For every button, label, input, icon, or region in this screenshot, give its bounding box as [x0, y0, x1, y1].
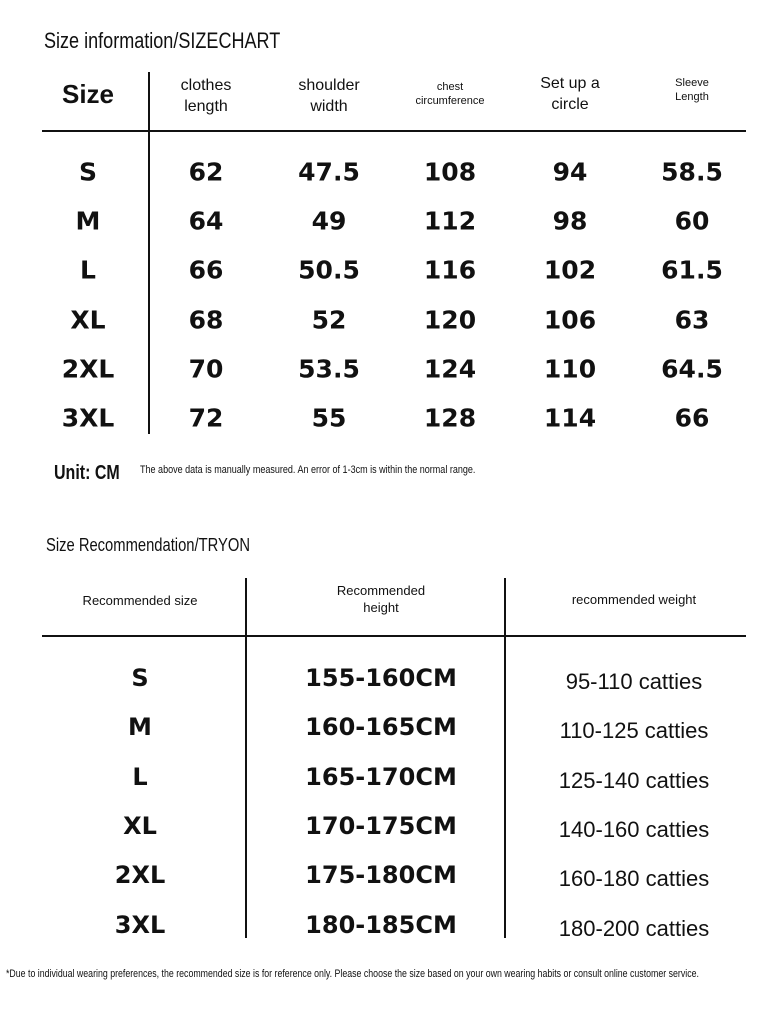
footnote: *Due to individual wearing preferences, the recommended size is for reference only. Please choose the size based on your own wearing habits or consult online customer service. — [6, 968, 699, 980]
recommended-weight-cell: 95-110 catties — [565, 669, 703, 694]
recommendation-header-line: height — [363, 599, 399, 615]
recommended-size-cell: 3XL — [114, 910, 166, 939]
size-chart-header — [675, 76, 709, 105]
size-chart-header — [298, 76, 359, 118]
unit-label: Unit: CM — [54, 462, 120, 484]
size-chart-cell: 62 — [188, 157, 224, 187]
size-chart-header — [540, 74, 600, 116]
size-chart-header-line: Length — [675, 91, 709, 104]
size-chart-cell: 106 — [543, 305, 597, 335]
recommended-size-cell: S — [131, 664, 149, 692]
size-chart-header-line: Size — [61, 79, 115, 109]
recommendation-header-line: Recommended size — [82, 593, 198, 608]
size-chart-header-line: clothes — [180, 77, 232, 94]
size-chart-cell: L — [80, 255, 96, 285]
recommendation-title: Size Recommendation/TRYON — [46, 535, 250, 555]
size-chart-header — [62, 78, 114, 112]
size-chart-header — [415, 80, 484, 109]
size-chart-cell: 49 — [311, 206, 347, 236]
recommendation-header-line: Recommended — [336, 583, 426, 598]
recommendation-header — [337, 583, 425, 617]
size-chart-header — [181, 76, 232, 118]
size-chart-header-line: width — [310, 97, 348, 115]
size-chart-header-line: Sleeve — [675, 77, 709, 89]
size-chart-cell: 52 — [311, 305, 347, 335]
size-chart-cell: 128 — [423, 403, 477, 433]
size-chart-cell: 66 — [188, 255, 224, 285]
size-chart-cell: 63 — [674, 305, 710, 335]
recommended-weight-cell: 140-160 catties — [558, 816, 710, 842]
recommendation-column-divider-2 — [504, 578, 506, 938]
size-chart-cell: 94 — [552, 157, 588, 187]
recommended-weight-cell: 180-200 catties — [558, 915, 710, 941]
recommended-size-cell: 2XL — [114, 861, 166, 890]
size-chart-title: Size information/SIZECHART — [44, 28, 281, 53]
size-chart-cell: 120 — [423, 305, 477, 335]
size-chart-cell: XL — [70, 305, 106, 335]
recommended-height-cell: 170-175CM — [305, 811, 457, 840]
size-chart-cell: 55 — [311, 403, 347, 433]
size-chart-header-line: circumference — [415, 95, 485, 108]
measurement-note: The above data is manually measured. An error of 1-3cm is within the normal range. — [140, 464, 476, 476]
size-chart-cell: 66 — [674, 403, 710, 433]
size-chart-cell: 64.5 — [661, 354, 723, 384]
size-chart-cell: 68 — [188, 305, 224, 335]
size-chart-cell: 50.5 — [298, 255, 360, 285]
recommended-weight-cell: 160-180 catties — [558, 866, 710, 892]
size-chart-header-line: shoulder — [298, 77, 360, 94]
size-chart-cell: 102 — [543, 255, 597, 285]
recommended-size-cell: L — [132, 762, 148, 791]
size-chart-cell: 70 — [188, 354, 224, 384]
recommended-height-cell: 160-165CM — [305, 713, 457, 742]
size-chart-header-line: Set up a — [540, 75, 600, 92]
size-chart-cell: S — [78, 157, 98, 187]
size-chart-header-line: circle — [551, 95, 589, 113]
recommended-size-cell: M — [128, 713, 152, 742]
size-chart-cell: 108 — [423, 157, 477, 187]
size-chart-cell: 64 — [188, 206, 224, 236]
size-chart-cell: 47.5 — [298, 157, 360, 187]
recommended-weight-cell: 125-140 catties — [558, 767, 710, 793]
recommended-size-cell: XL — [123, 811, 157, 840]
size-chart-header-line: length — [184, 97, 228, 115]
size-chart-cell: 58.5 — [661, 157, 723, 187]
size-chart-cell: 114 — [543, 403, 597, 433]
recommendation-header — [83, 593, 198, 610]
size-chart-cell: M — [75, 206, 101, 236]
recommended-height-cell: 180-185CM — [305, 910, 457, 939]
size-chart-cell: 112 — [423, 206, 477, 236]
size-chart-cell: 124 — [423, 354, 477, 384]
recommended-weight-cell: 110-125 catties — [559, 718, 709, 744]
recommended-height-cell: 155-160CM — [305, 664, 457, 692]
recommendation-header — [572, 592, 696, 609]
recommendation-header-divider — [42, 635, 746, 637]
size-chart-cell: 2XL — [61, 354, 115, 384]
size-chart-cell: 116 — [423, 255, 477, 285]
recommended-height-cell: 165-170CM — [305, 762, 457, 791]
size-chart-column-divider — [148, 72, 150, 434]
size-chart-cell: 3XL — [61, 403, 115, 433]
size-chart-cell: 72 — [188, 403, 224, 433]
recommendation-header-line: recommended weight — [571, 592, 697, 607]
size-chart-cell: 110 — [543, 354, 597, 384]
size-chart-cell: 98 — [552, 206, 588, 236]
size-chart-header-line: chest — [436, 81, 464, 93]
recommendation-column-divider-1 — [245, 578, 247, 938]
size-chart-cell: 60 — [674, 206, 710, 236]
size-chart-cell: 61.5 — [661, 255, 723, 285]
size-chart-cell: 53.5 — [298, 354, 360, 384]
recommended-height-cell: 175-180CM — [305, 861, 457, 890]
